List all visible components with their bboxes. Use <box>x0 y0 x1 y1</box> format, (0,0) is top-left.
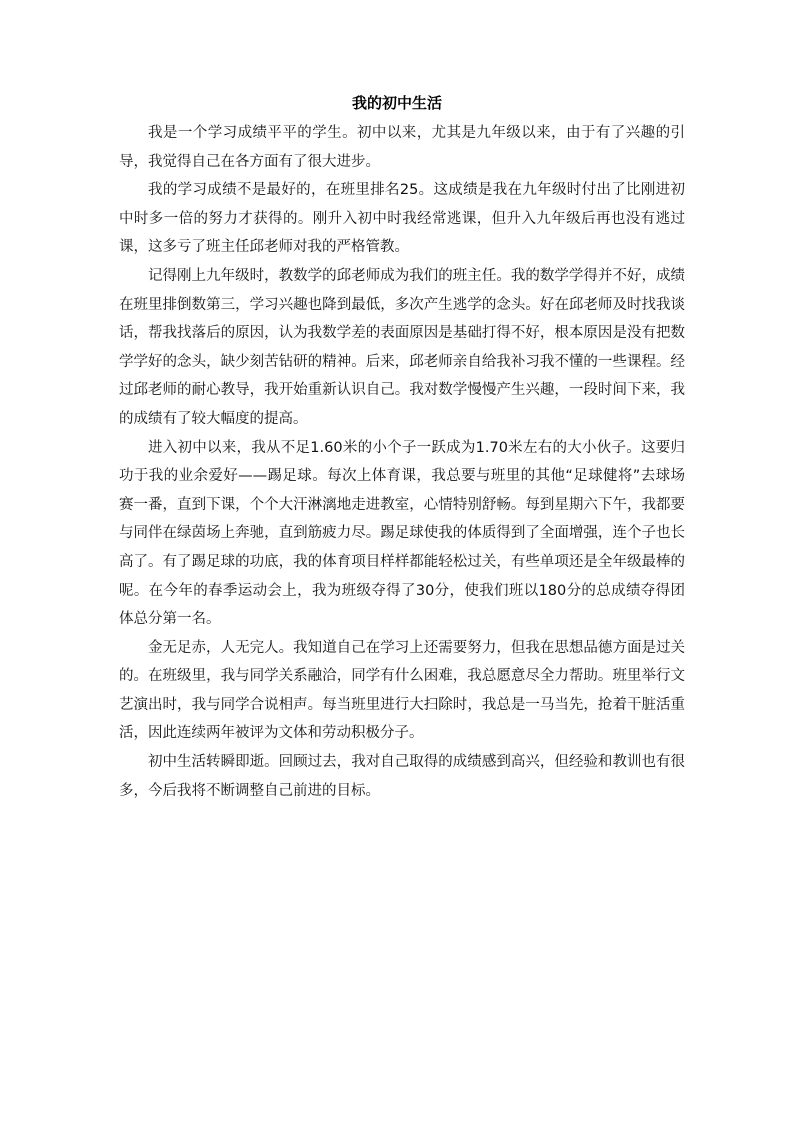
paragraph-4: 进入初中以来，我从不足1.60米的小个子一跃成为1.70米左右的大小伙子。这要归功于我的业余爱好——踢足球。每次上体育课，我总要与班里的其他“足球健将”去球场赛一番，直到下课，个个大汗淋漓地走进教室，心情特别舒畅。每到星期六下午，我都要与同伴在绿茵场上奔驰，直到筋疲力尽。踢足球使我的体质得到了全面增强，连个子也长高了。有了踢足球的功底，我的体育项目样样都能轻松过关，有些单项还是全年级最棒的呢。在今年的春季运动会上，我为班级夺得了30分，使我们班以180分的总成绩夺得团体总分第一名。 <box>119 439 685 628</box>
page-title: 我的初中生活 <box>351 94 442 112</box>
paragraph-1: 我是一个学习成绩平平的学生。初中以来，尤其是九年级以来，由于有了兴趣的引导，我觉得自己在各方面有了很大进步。 <box>119 125 685 170</box>
essay-body <box>119 119 685 805</box>
paragraph-2: 我的学习成绩不是最好的，在班里排名25。这成绩是我在九年级时付出了比刚进初中时多一倍的努力才获得的。刚升入初中时我经常逃课，但升入九年级后再也没有逃过课，这多亏了班主任邱老师对我的严格管教。 <box>119 182 685 256</box>
paragraph-3: 记得刚上九年级时，教数学的邱老师成为我们的班主任。我的数学学得并不好，成绩在班里排倒数第三，学习兴趣也降到最低，多次产生逃学的念头。好在邱老师及时找我谈话，帮我找落后的原因，认为我数学差的表面原因是基础打得不好，根本原因是没有把数学学好的念头，缺少刻苦钻研的精神。后来，邱老师亲自给我补习我不懂的一些课程。经过邱老师的耐心教导，我开始重新认识自己。我对数学慢慢产生兴趣，一段时间下来，我的成绩有了较大幅度的提高。 <box>119 267 685 427</box>
paragraph-5: 金无足赤，人无完人。我知道自己在学习上还需要努力，但我在思想品德方面是过关的。在班级里，我与同学关系融洽，同学有什么困难，我总愿意尽全力帮助。班里举行文艺演出时，我与同学合说相声。每当班里进行大扫除时，我总是一马当先，抢着干脏活重活，因此连续两年被评为文体和劳动积极分子。 <box>119 639 685 742</box>
paragraph-6: 初中生活转瞬即逝。回顾过去，我对自己取得的成绩感到高兴，但经验和教训也有很多，今后我将不断调整自己前进的目标。 <box>119 754 685 799</box>
